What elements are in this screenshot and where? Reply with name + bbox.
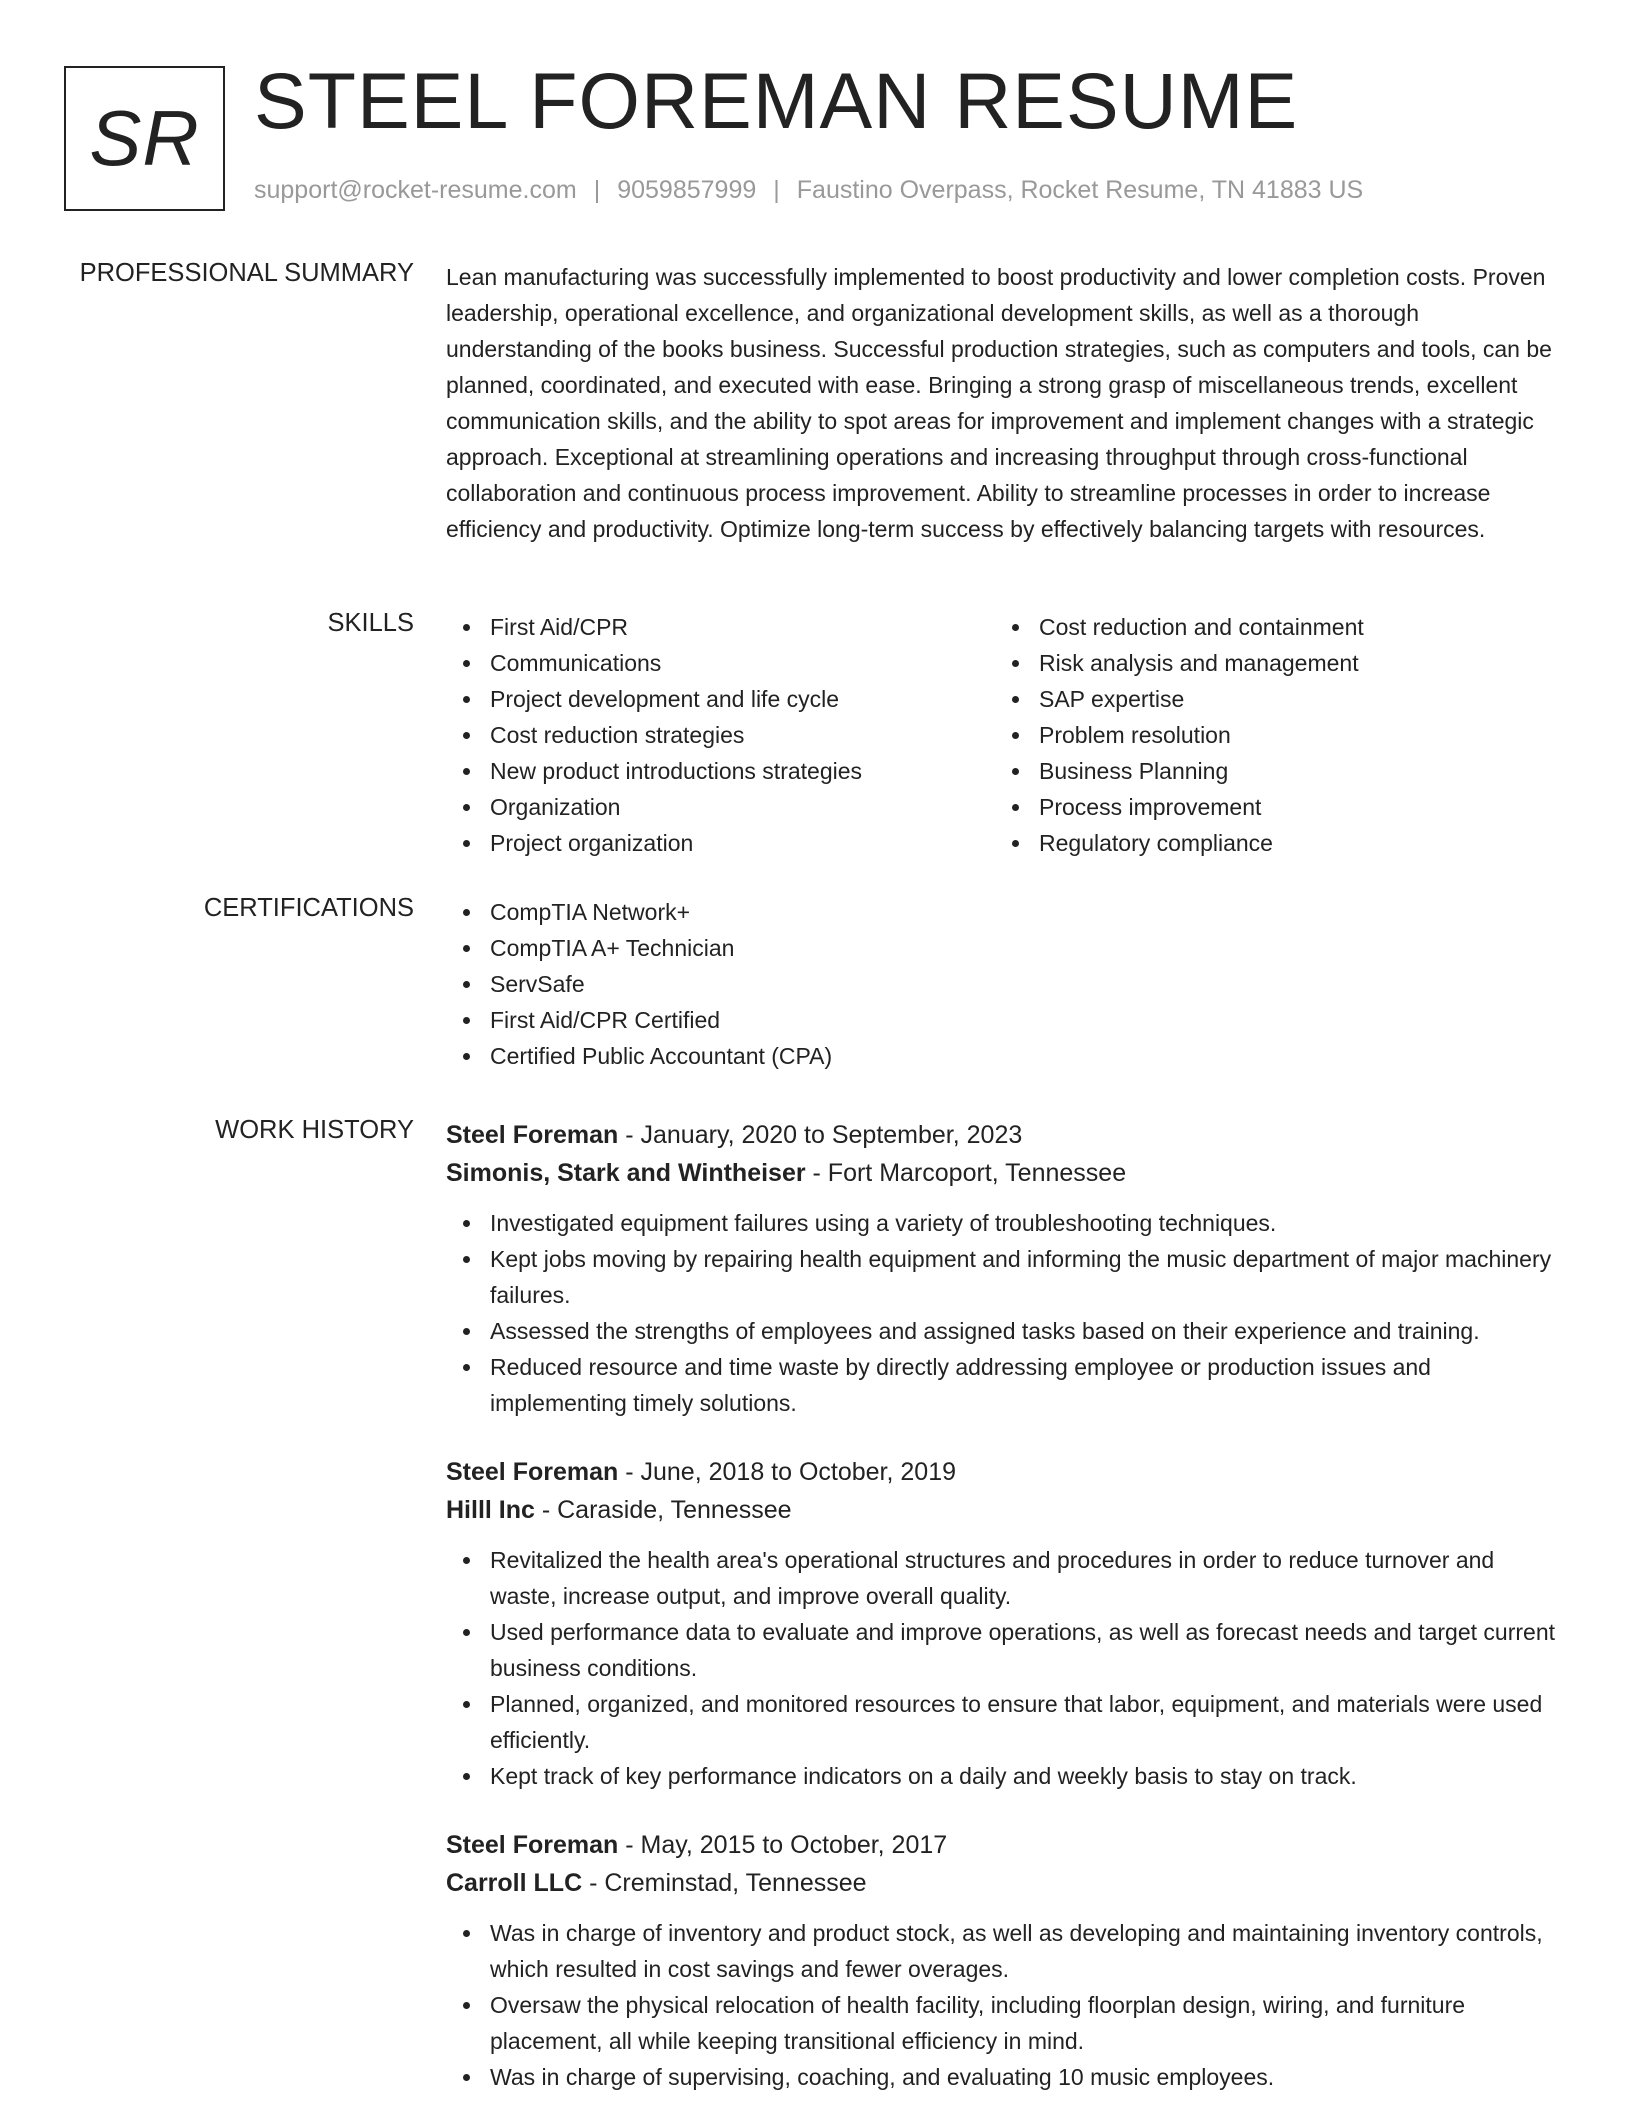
job-dates: - May, 2015 to October, 2017 [618, 1831, 948, 1859]
certification-item: First Aid/CPR Certified [446, 1002, 1566, 1038]
summary-text: Lean manufacturing was successfully implemented to boost productivity and lower completion costs. Proven leadership, operational excellence, and organizational development skills, as well as a thorough understanding of the books business. Successful production strategies, such as computers and tools, can be planned, coordinated, and executed with ease. Bringing a strong grasp of miscellaneous trends, excellent communication skills, and the ability to spot areas for improvement and implement changes with a strategic approach. Exceptional at streamlining operations and increasing throughput through cross-functional collaboration and continuous process improvement. Ability to streamline processes in order to increase efficiency and productivity. Optimize long-term success by effectively balancing targets with resources. [446, 264, 1552, 542]
job-title: Steel Foreman [446, 1121, 619, 1149]
resume-title: STEEL FOREMAN RESUME [254, 56, 1299, 145]
summary-content [446, 259, 1566, 547]
job-bullet: Was in charge of supervising, coaching, and evaluating 10 music employees. [446, 2059, 1566, 2095]
certification-item: ServSafe [446, 966, 1566, 1002]
section-label-skills: SKILLS [327, 609, 414, 637]
skill-item: Cost reduction and containment [995, 609, 1544, 645]
skill-item: Problem resolution [995, 717, 1544, 753]
job-heading [446, 1826, 1566, 1864]
certification-item: Certified Public Accountant (CPA) [446, 1038, 1566, 1074]
skills-columns [446, 609, 1566, 861]
skill-item: First Aid/CPR [446, 609, 995, 645]
contact-email[interactable]: support@rocket-resume.com [254, 176, 577, 204]
job-bullet: Investigated equipment failures using a variety of troubleshooting techniques. [446, 1205, 1566, 1241]
job-bullets [446, 1915, 1566, 2095]
contact-line [254, 176, 1363, 205]
certifications-content [446, 894, 1566, 1074]
job-title: Steel Foreman [446, 1831, 619, 1859]
job-location: - Fort Marcoport, Tennessee [805, 1159, 1127, 1187]
job-company-line [446, 1491, 1566, 1529]
section-label-certifications: CERTIFICATIONS [203, 894, 414, 922]
skills-list-right [995, 609, 1544, 861]
certification-item: CompTIA Network+ [446, 894, 1566, 930]
job-dates: - June, 2018 to October, 2019 [618, 1458, 957, 1486]
job-company: Simonis, Stark and Wintheiser [446, 1159, 806, 1187]
job-entry [446, 1826, 1566, 2095]
job-heading [446, 1116, 1566, 1154]
contact-separator: | [593, 176, 601, 204]
section-label-summary: PROFESSIONAL SUMMARY [79, 259, 414, 287]
job-bullet: Oversaw the physical relocation of health facility, including floorplan design, wiring, and furniture placement, all while keeping transitional efficiency in mind. [446, 1987, 1566, 2059]
job-bullets [446, 1542, 1566, 1794]
skill-item: Project development and life cycle [446, 681, 995, 717]
skill-item: Cost reduction strategies [446, 717, 995, 753]
job-company: Hilll Inc [446, 1496, 535, 1524]
skill-item: Business Planning [995, 753, 1544, 789]
job-title: Steel Foreman [446, 1458, 619, 1486]
work-history-content [446, 1116, 1566, 2095]
skill-item: Process improvement [995, 789, 1544, 825]
job-bullet: Used performance data to evaluate and improve operations, as well as forecast needs and target current business conditions. [446, 1614, 1566, 1686]
skill-item: Regulatory compliance [995, 825, 1544, 861]
skill-item: Communications [446, 645, 995, 681]
job-entry [446, 1116, 1566, 1421]
certification-item: CompTIA A+ Technician [446, 930, 1566, 966]
skill-item: Organization [446, 789, 995, 825]
job-company-line [446, 1154, 1566, 1192]
job-bullet: Planned, organized, and monitored resources to ensure that labor, equipment, and materials were used efficiently. [446, 1686, 1566, 1758]
job-company-line [446, 1864, 1566, 1902]
section-label-work-history: WORK HISTORY [215, 1116, 414, 1144]
job-bullet: Was in charge of inventory and product stock, as well as developing and maintaining inventory controls, which resulted in cost savings and fewer overages. [446, 1915, 1566, 1987]
job-location: - Creminstad, Tennessee [582, 1869, 867, 1897]
skill-item: New product introductions strategies [446, 753, 995, 789]
job-heading [446, 1453, 1566, 1491]
job-company: Carroll LLC [446, 1869, 583, 1897]
skill-item: Project organization [446, 825, 995, 861]
skill-item: SAP expertise [995, 681, 1544, 717]
job-bullet: Assessed the strengths of employees and assigned tasks based on their experience and training. [446, 1313, 1566, 1349]
monogram-logo: SR [64, 66, 225, 211]
job-dates: - January, 2020 to September, 2023 [618, 1121, 1023, 1149]
contact-separator: | [773, 176, 780, 204]
job-entry [446, 1453, 1566, 1794]
contact-address: Faustino Overpass, Rocket Resume, TN 41883 US [796, 176, 1364, 204]
job-bullet: Kept jobs moving by repairing health equipment and informing the music department of major machinery failures. [446, 1241, 1566, 1313]
job-bullet: Reduced resource and time waste by directly addressing employee or production issues and implementing timely solutions. [446, 1349, 1566, 1421]
job-bullets [446, 1205, 1566, 1421]
skills-list-left [446, 609, 995, 861]
job-bullet: Kept track of key performance indicators on a daily and weekly basis to stay on track. [446, 1758, 1566, 1794]
certifications-list [446, 894, 1566, 1074]
contact-phone[interactable]: 9059857999 [617, 176, 757, 204]
job-location: - Caraside, Tennessee [534, 1496, 792, 1524]
skill-item: Risk analysis and management [995, 645, 1544, 681]
job-bullet: Revitalized the health area's operational structures and procedures in order to reduce turnover and waste, increase output, and improve overall quality. [446, 1542, 1566, 1614]
